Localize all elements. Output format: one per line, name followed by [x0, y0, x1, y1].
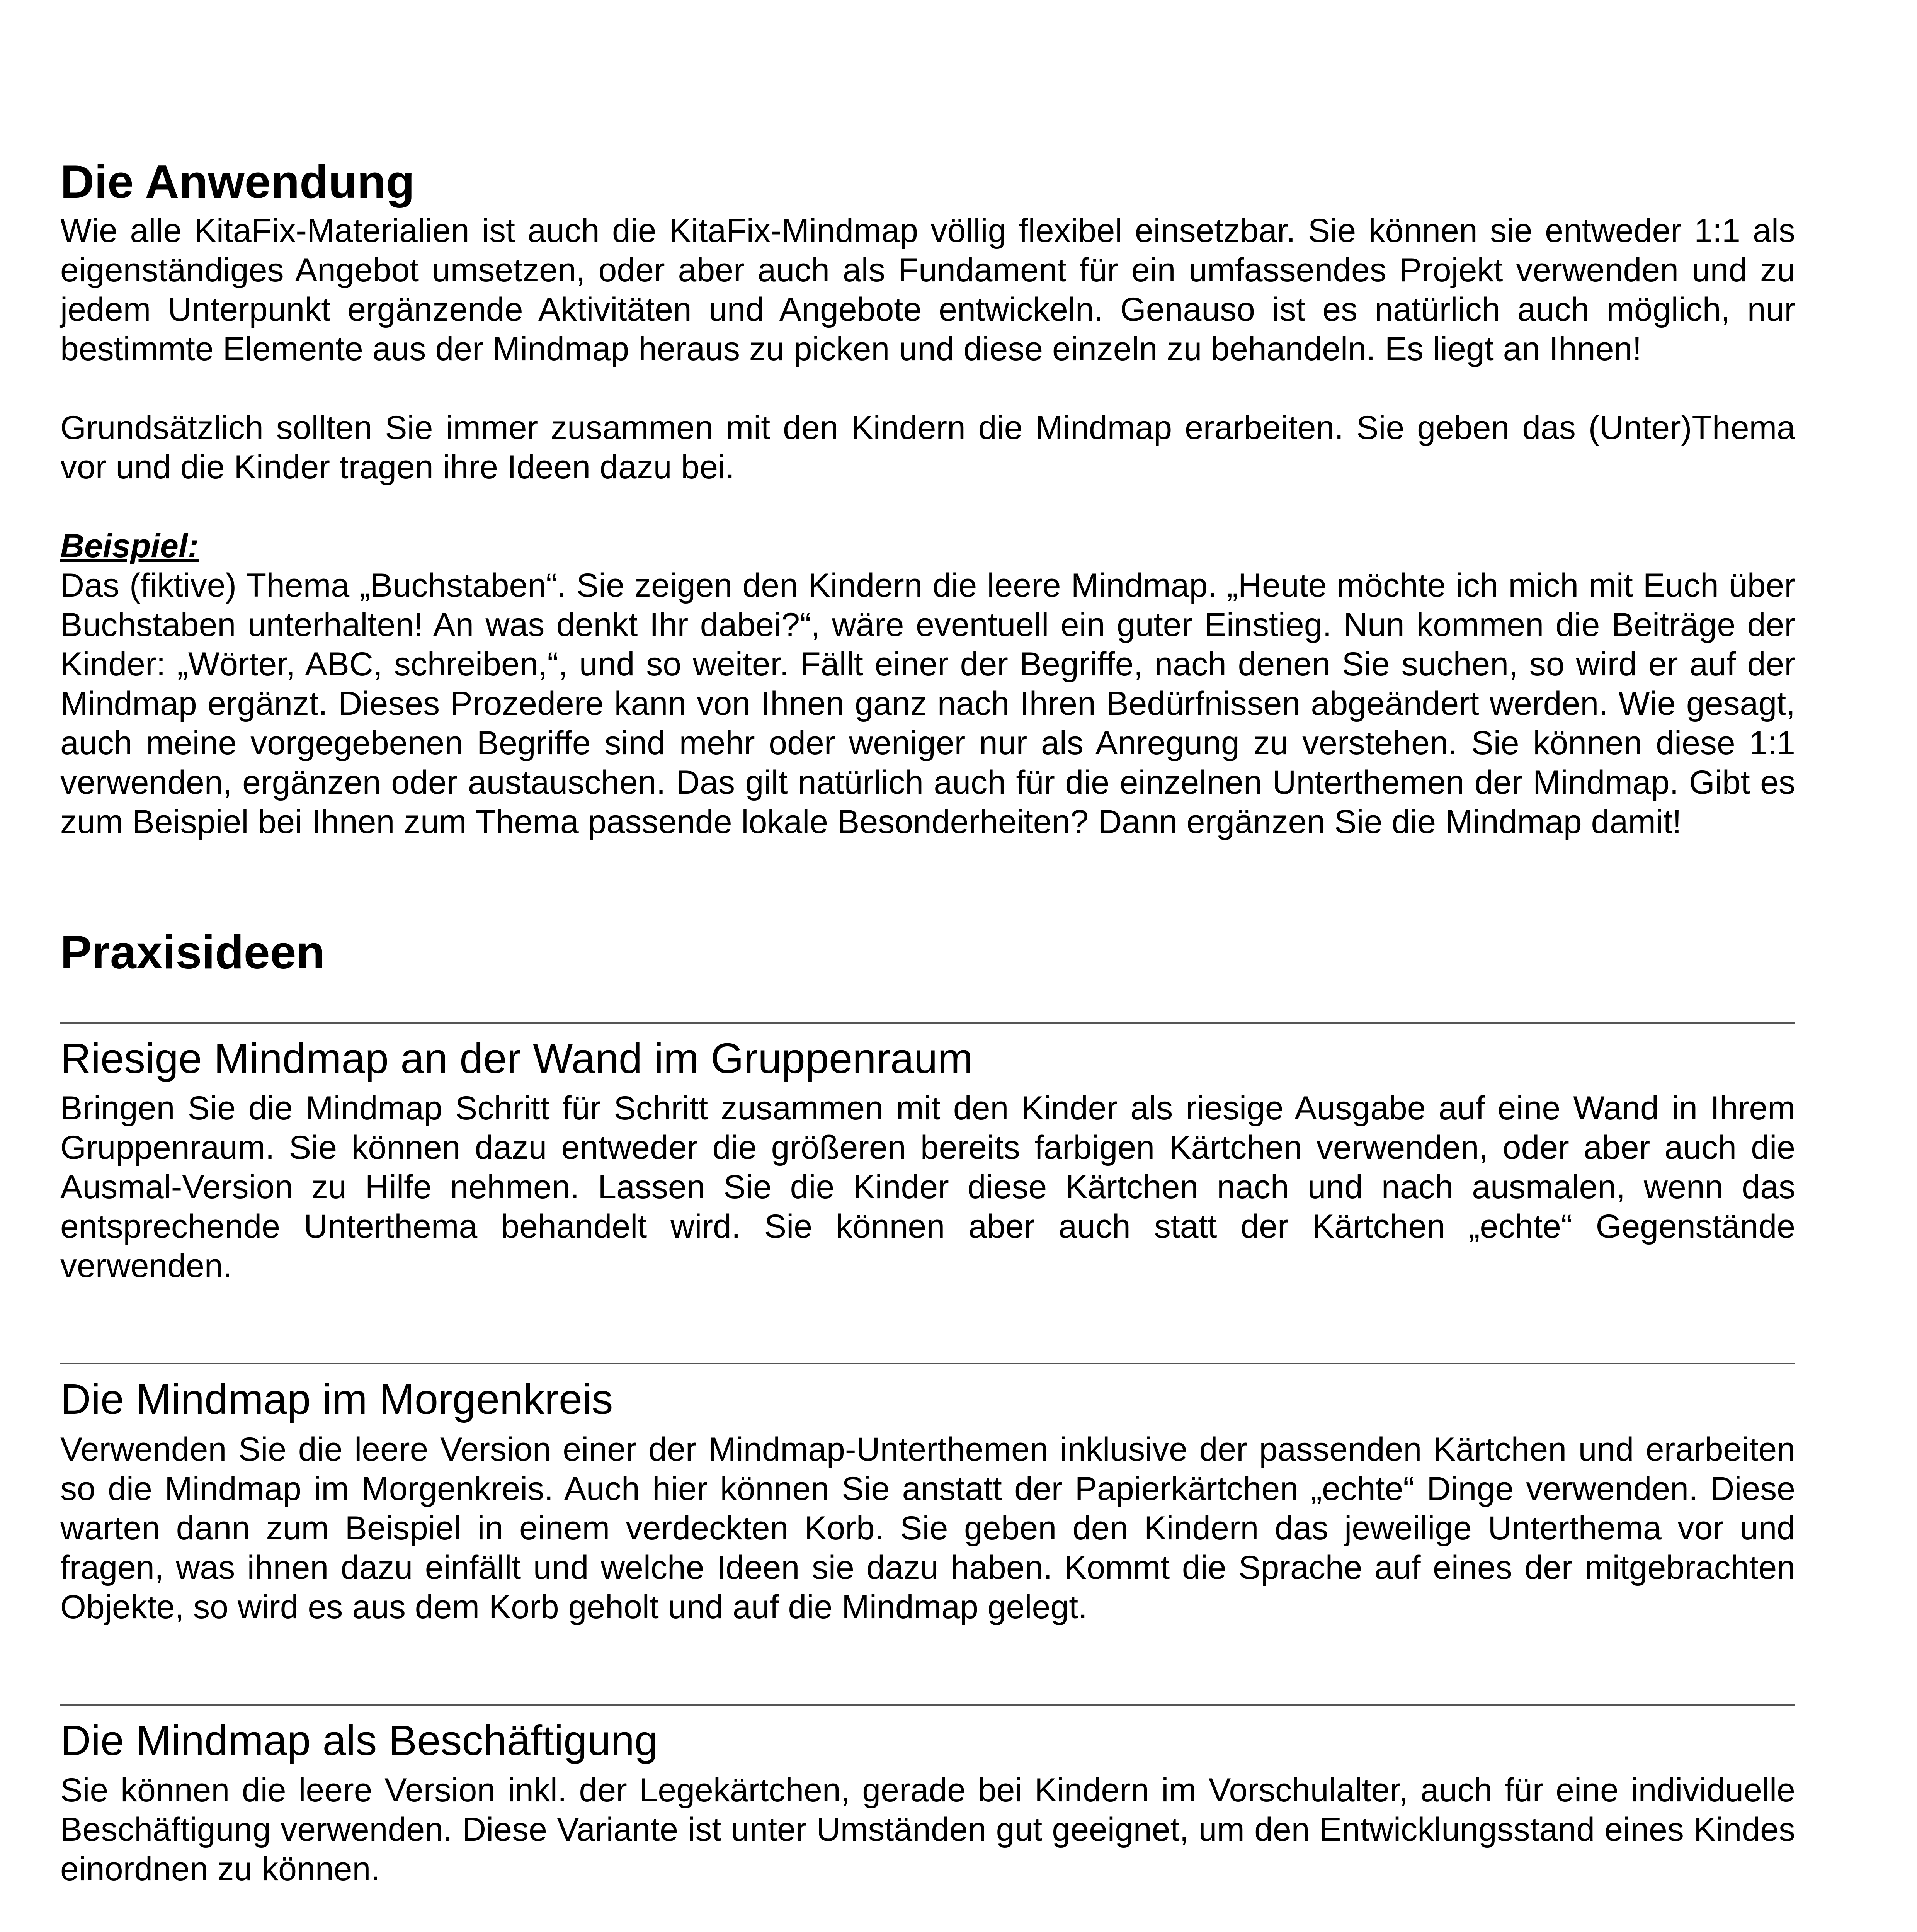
section-title-beschaeftigung: Die Mindmap als Beschäftigung	[60, 1716, 658, 1764]
spacer	[60, 1627, 1795, 1704]
spacer	[60, 487, 1795, 526]
anwendung-paragraph-1: Wie alle KitaFix-Materialien ist auch die KitaFix-Mindmap völlig flexibel einsetzbar. Sie können sie entweder 1:1 als eigenständiges Angebot umsetzen, oder aber auch als Fundament für ein umfassendes Projekt verwenden und zu jedem Unterpunkt ergänzende Aktivitäten und Angebote entwickeln. Genauso ist es natürlich auch möglich, nur bestimmte Elemente aus der Mindmap heraus zu picken und diese einzeln zu behandeln. Es liegt an Ihnen!	[60, 212, 1795, 368]
section-title-riesige-mindmap: Riesige Mindmap an der Wand im Gruppenraum	[60, 1034, 973, 1082]
section-paragraph-riesige-mindmap: Bringen Sie die Mindmap Schritt für Schritt zusammen mit den Kinder als riesige Ausgabe auf eine Wand in Ihrem Gruppenraum. Sie können dazu entweder die größeren bereits farbigen Kärtchen verwenden, oder aber auch die Ausmal-Version zu Hilfe nehmen. Lassen Sie die Kinder diese Kärtchen nach und nach ausmalen, wenn das entsprechende Unterthema behandelt wird. Sie können aber auch statt der Kärtchen „echte“ Gegenstände verwenden.	[60, 1090, 1795, 1285]
spacer	[60, 369, 1795, 408]
spacer	[60, 1889, 1795, 1932]
section-divider	[60, 1704, 1795, 1706]
heading-praxisideen: Praxisideen	[60, 926, 325, 979]
spacer	[60, 1286, 1795, 1363]
anwendung-paragraph-2: Grundsätzlich sollten Sie immer zusammen mit den Kindern die Mindmap erarbeiten. Sie geben das (Unter)Thema vor und die Kinder tragen ihre Ideen dazu bei.	[60, 409, 1795, 486]
page-content	[60, 155, 1795, 1932]
section-divider	[60, 1363, 1795, 1364]
section-title-morgenkreis: Die Mindmap im Morgenkreis	[60, 1376, 613, 1423]
section-divider	[60, 1022, 1795, 1024]
section-paragraph-beschaeftigung: Sie können die leere Version inkl. der Legekärtchen, gerade bei Kindern im Vorschulalter, auch für eine individuelle Beschäftigung verwenden. Diese Variante ist unter Umständen gut geeignet, um den Entwicklungsstand eines Kindes einordnen zu können.	[60, 1772, 1795, 1888]
beispiel-label: Beispiel:	[60, 527, 199, 565]
heading-die-anwendung: Die Anwendung	[60, 155, 415, 208]
spacer	[60, 842, 1795, 925]
beispiel-paragraph: Das (fiktive) Thema „Buchstaben“. Sie zeigen den Kindern die leere Mindmap. „Heute möchte ich mich mit Euch über Buchstaben unterhalten! An was denkt Ihr dabei?“, wäre eventuell ein guter Einstieg. Nun kommen die Beiträge der Kinder: „Wörter, ABC, schreiben,“, und so weiter. Fällt einer der Begriffe, nach denen Sie suchen, so wird er auf der Mindmap ergänzt. Dieses Prozedere kann von Ihnen ganz nach Ihren Bedürfnissen abgeändert werden. Wie gesagt, auch meine vorgegebenen Begriffe sind mehr oder weniger nur als Anregung zu verstehen. Sie können diese 1:1 verwenden, ergänzen oder austauschen. Das gilt natürlich auch für die einzelnen Unterthemen der Mindmap. Gibt es zum Beispiel bei Ihnen zum Thema passende lokale Besonderheiten? Dann ergänzen Sie die Mindmap damit!	[60, 567, 1795, 841]
section-paragraph-morgenkreis: Verwenden Sie die leere Version einer der Mindmap-Unterthemen inklusive der passenden Kärtchen und erarbeiten so die Mindmap im Morgenkreis. Auch hier können Sie anstatt der Papierkärtchen „echte“ Dinge verwenden. Diese warten dann zum Beispiel in einem verdeckten Korb. Sie geben den Kindern das jeweilige Unterthema vor und fragen, was ihnen dazu einfällt und welche Ideen sie dazu haben. Kommt die Sprache auf eines der mitgebrachten Objekte, so wird es aus dem Korb geholt und auf die Mindmap gelegt.	[60, 1430, 1795, 1626]
